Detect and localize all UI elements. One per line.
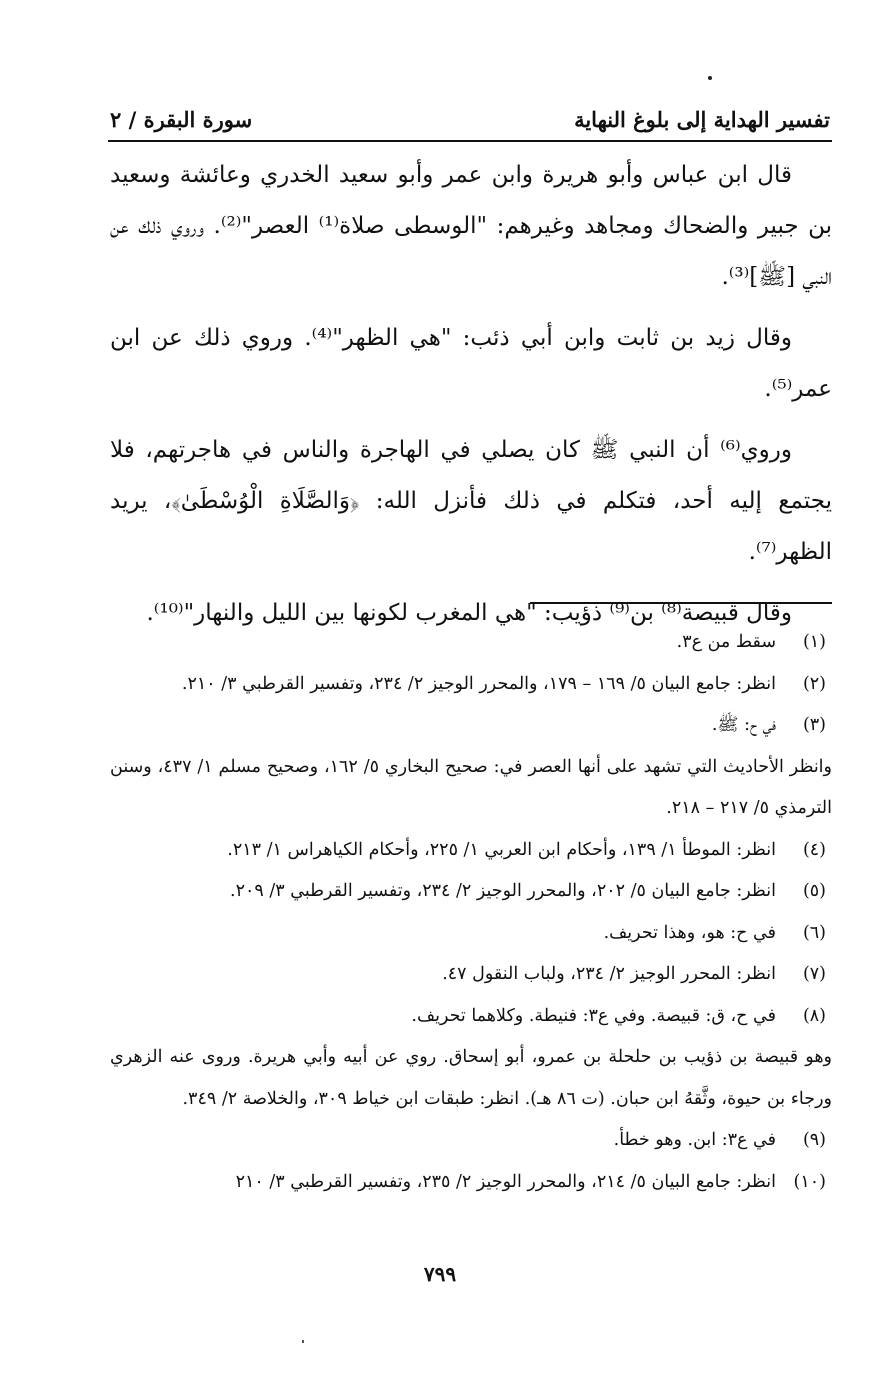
footnote-number: (٤) bbox=[802, 839, 826, 860]
page-number: ٧٩٩ bbox=[423, 1262, 457, 1286]
paragraph: وقال قبيصة⁽⁸⁾ بن⁽⁹⁾ ذؤيب: "هي المغرب لكونها بين الليل والنهار"⁽¹⁰⁾. bbox=[146, 600, 792, 626]
footnotes bbox=[110, 622, 832, 1203]
book-title: تفسير الهداية إلى بلوغ النهاية bbox=[574, 107, 830, 132]
footnote-text: انظر: جامع البيان ٥/ ١٦٩ – ١٧٩، والمحرر الوجيز ٢/ ٢٣٤، وتفسير القرطبي ٣/ ٢١٠. bbox=[181, 673, 776, 694]
header-rule bbox=[108, 140, 832, 142]
footnote bbox=[110, 913, 832, 955]
ink-speck bbox=[302, 1340, 304, 1343]
footnote-number: (١٠) bbox=[793, 1171, 826, 1192]
footnote bbox=[110, 830, 832, 872]
footnote-number: (٢) bbox=[802, 673, 826, 694]
footnote-number: (٨) bbox=[802, 1005, 826, 1026]
footnote bbox=[110, 622, 832, 664]
footnote-number: (٥) bbox=[802, 881, 826, 901]
footnote-text: انظر: المحرر الوجيز ٢/ ٢٣٤، ولباب النقول ٤٧. bbox=[442, 964, 776, 984]
footnote-number: (٧) bbox=[802, 964, 826, 984]
footnote-continuation: وهو قبيصة بن ذؤيب بن حلحلة بن عمرو، أبو إسحاق. روي عن أبيه وأبي هريرة. وروى عنه الزهري ورجاء بن حيوة، وثَّقهُ ابن حبان. (ت ٨٦ هـ). انظر: طبقات ابن خياط ٣٠٩، والخلاصة ٢/ ٣٤٩. bbox=[110, 1047, 832, 1109]
footnote-number: (١) bbox=[802, 632, 826, 652]
footnote bbox=[110, 954, 832, 996]
paragraph: وروي⁽⁶⁾ أن النبي ﷺ كان يصلي في الهاجرة والناس في هاجرتهم، فلا يجتمع إليه أحد، فتكلم في ذلك فأنزل الله: ﴿وَالصَّلَاةِ الْوُسْطَىٰ﴾، يريد الظهر⁽⁷⁾. bbox=[110, 437, 832, 565]
footnote-number: (٩) bbox=[802, 1130, 826, 1150]
running-header bbox=[110, 88, 830, 132]
surah-label: سورة البقرة / ٢ bbox=[110, 107, 253, 132]
footnote-text: في ح: هو، وهذا تحريف. bbox=[603, 922, 776, 943]
footnote bbox=[110, 1120, 832, 1162]
paragraph: وقال زيد بن ثابت وابن أبي ذئب: "هي الظهر"⁽⁴⁾. وروي ذلك عن ابن عمر⁽⁵⁾. bbox=[110, 325, 832, 402]
footnote bbox=[110, 996, 832, 1038]
footnote bbox=[110, 664, 832, 706]
footnote bbox=[110, 705, 832, 747]
footnote-text: انظر: جامع البيان ٥/ ٢٠٢، والمحرر الوجيز ٢/ ٢٣٤، وتفسير القرطبي ٣/ ٢٠٩. bbox=[230, 881, 776, 901]
footnote bbox=[110, 1162, 832, 1204]
footnote-text: في ح، ق: قبيصة. وفي ع٣: فنيطة. وكلاهما تحريف. bbox=[411, 1005, 776, 1026]
footnote-text: في ع٣: ابن. وهو خطأ. bbox=[613, 1130, 776, 1150]
footnote-number: (٣) bbox=[802, 715, 826, 735]
footnote-rule bbox=[530, 602, 832, 604]
paragraph: قال ابن عباس وأبو هريرة وابن عمر وأبو سعيد الخدري وعائشة وسعيد بن جبير والضحاك ومجاهد وغيرهم: "الوسطى صلاة⁽¹⁾ العصر"⁽²⁾. وروي ذلك عن النبي [ﷺ]⁽³⁾. bbox=[110, 162, 833, 290]
footnote-text: انظر: الموطأ ١/ ١٣٩، وأحكام ابن العربي ١/ ٢٢٥، وأحكام الكياهراس ١/ ٢١٣. bbox=[227, 839, 776, 860]
footnote-text: سقط من ع٣. bbox=[676, 632, 776, 652]
main-text bbox=[110, 150, 832, 649]
ink-dot bbox=[708, 76, 712, 80]
footnote-number: (٦) bbox=[802, 922, 826, 943]
footnote bbox=[110, 871, 832, 913]
footnote-continuation: وانظر الأحاديث التي تشهد على أنها العصر في: صحيح البخاري ٥/ ١٦٢، وصحيح مسلم ١/ ٤٣٧، وسنن الترمذي ٥/ ٢١٧ – ٢١٨. bbox=[110, 756, 832, 818]
footnote-text: في ح: ﷺ. bbox=[711, 715, 776, 735]
footnote-text: انظر: جامع البيان ٥/ ٢١٤، والمحرر الوجيز ٢/ ٢٣٥، وتفسير القرطبي ٣/ ٢١٠ bbox=[235, 1171, 776, 1192]
